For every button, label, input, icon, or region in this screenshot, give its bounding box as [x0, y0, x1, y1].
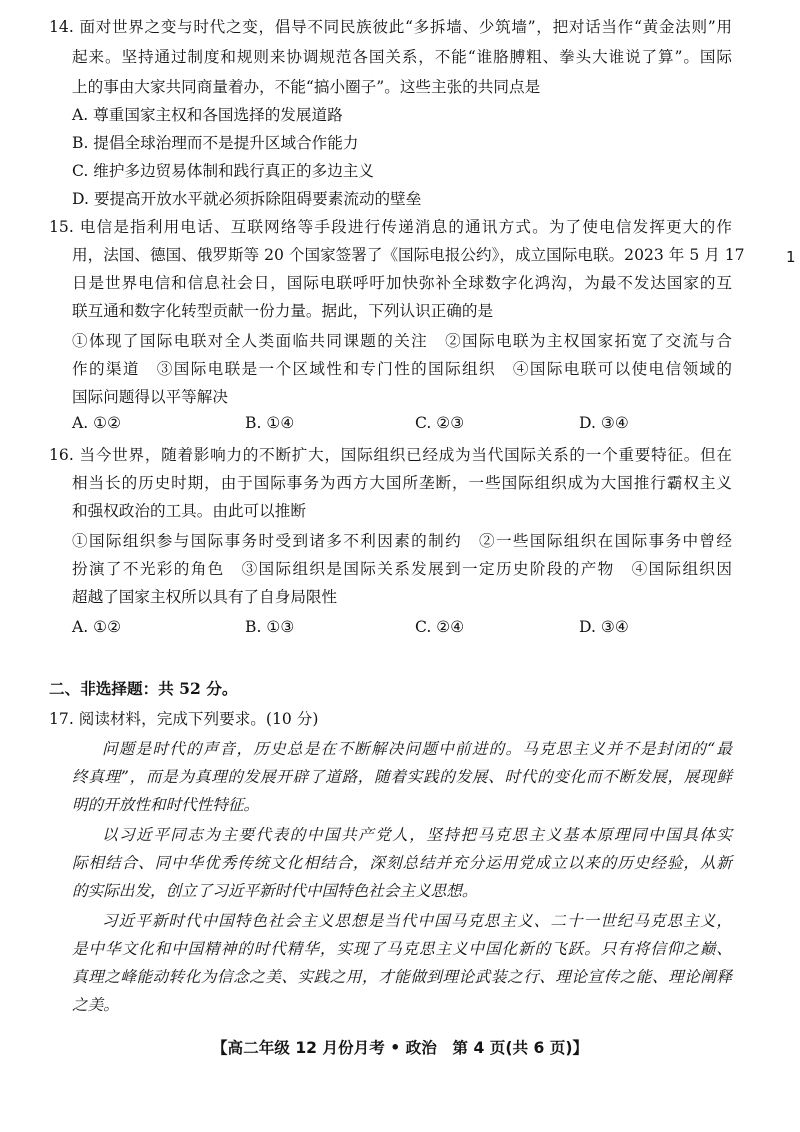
question-stem-line: 上的事由大家共同商量着办，不能“搞小圈子”。这些主张的共同点是	[72, 78, 541, 96]
question-stem-line: 联互通和数字化转型贡献一份力量。据此，下列认识正确的是	[72, 302, 494, 320]
material-line: 际相结合、同中华优秀传统文化相结合，深刻总结并充分运用党成立以来的历史经验，从新	[72, 854, 732, 872]
question-stem-line: 14. 面对世界之变与时代之变，倡导不同民族彼此“多拆墙、少筑墙”，把对话当作“黄金法则”用	[49, 18, 732, 36]
question-stem-line: 15. 电信是指利用电话、互联网络等手段进行传递消息的通讯方式。为了使电信发挥更大的作	[49, 218, 732, 236]
material-line: 真理之峰能动转化为信念之美、实践之用，才能做到理论武装之行、理论宣传之能、理论阐释	[72, 968, 732, 986]
option-c: C. ②④	[415, 618, 465, 636]
material-line: 明的开放性和时代性特征。	[72, 796, 260, 814]
question-stem-line: 相当长的历史时期，由于国际事务为西方大国所垄断，一些国际组织成为大国推行霸权主义	[72, 474, 732, 492]
option-c: C. ②③	[415, 414, 465, 432]
statement-line: ①体现了国际电联对全人类面临共同课题的关注 ②国际电联为主权国家拓宽了交流与合	[72, 332, 732, 350]
option-b: B. ①④	[245, 414, 295, 432]
question-stem-line: 16. 当今世界，随着影响力的不断扩大，国际组织已经成为当代国际关系的一个重要特征。但在	[49, 446, 732, 464]
margin-mark: 1	[786, 248, 796, 266]
material-line: 习近平新时代中国特色社会主义思想是当代中国马克思主义、二十一世纪马克思主义，	[102, 912, 732, 930]
option-a: A. ①②	[72, 414, 122, 432]
option-d: D. ③④	[579, 618, 629, 636]
question-stem-line: 起来。坚持通过制度和规则来协调规范各国关系，不能“谁胳膊粗、拳头大谁说了算”。国际	[72, 48, 732, 66]
material-line: 问题是时代的声音，历史总是在不断解决问题中前进的。马克思主义并不是封闭的“最	[102, 740, 732, 758]
option-a: A. ①②	[72, 618, 122, 636]
answer-options	[72, 412, 732, 434]
question-stem-line: 日是世界电信和信息社会日，国际电联呼吁加快弥补全球数字化鸿沟，为最不发达国家的互	[72, 274, 732, 292]
statement-line: 作的渠道 ③国际电联是一个区域性和专门性的国际组织 ④国际电联可以使电信领域的	[72, 360, 732, 378]
material-line: 之美。	[72, 996, 119, 1014]
option-a: A. 尊重国家主权和各国选择的发展道路	[72, 106, 343, 124]
question-stem-line: 用，法国、德国、俄罗斯等 20 个国家签署了《国际电报公约》，成立国际电联。2023 年 5 月 17	[72, 246, 745, 264]
statement-line: 扮演了不光彩的角色 ③国际组织是国际关系发展到一定历史阶段的产物 ④国际组织因	[72, 560, 732, 578]
statement-line: ①国际组织参与国际事务时受到诸多不利因素的制约 ②一些国际组织在国际事务中曾经	[72, 532, 732, 550]
answer-options	[72, 616, 732, 638]
question-stem-line: 和强权政治的工具。由此可以推断	[72, 502, 306, 520]
material-line: 的实际出发，创立了习近平新时代中国特色社会主义思想。	[72, 882, 478, 900]
option-b: B. 提倡全球治理而不是提升区域合作能力	[72, 134, 359, 152]
question-prompt: 17. 阅读材料，完成下列要求。(10 分)	[49, 710, 319, 728]
material-line: 终真理”，而是为真理的发展开辟了道路，随着实践的发展、时代的变化而不断发展，展现鲜	[72, 768, 732, 786]
statement-line: 国际问题得以平等解决	[72, 388, 228, 406]
option-d: D. 要提高开放水平就必须拆除阻碍要素流动的壁垒	[72, 190, 422, 208]
section-heading: 二、非选择题：共 52 分。	[49, 679, 238, 698]
option-b: B. ①③	[245, 618, 295, 636]
page-footer: 【高二年级 12 月份月考 • 政治 第 4 页(共 6 页)】	[211, 1039, 589, 1057]
option-d: D. ③④	[579, 414, 629, 432]
material-line: 以习近平同志为主要代表的中国共产党人，坚持把马克思主义基本原理同中国具体实	[102, 826, 732, 844]
statement-line: 超越了国家主权所以具有了自身局限性	[72, 588, 338, 606]
material-line: 是中华文化和中国精神的时代精华，实现了马克思主义中国化新的飞跃。只有将信仰之巅、	[72, 940, 732, 958]
option-c: C. 维护多边贸易体制和践行真正的多边主义	[72, 162, 374, 180]
